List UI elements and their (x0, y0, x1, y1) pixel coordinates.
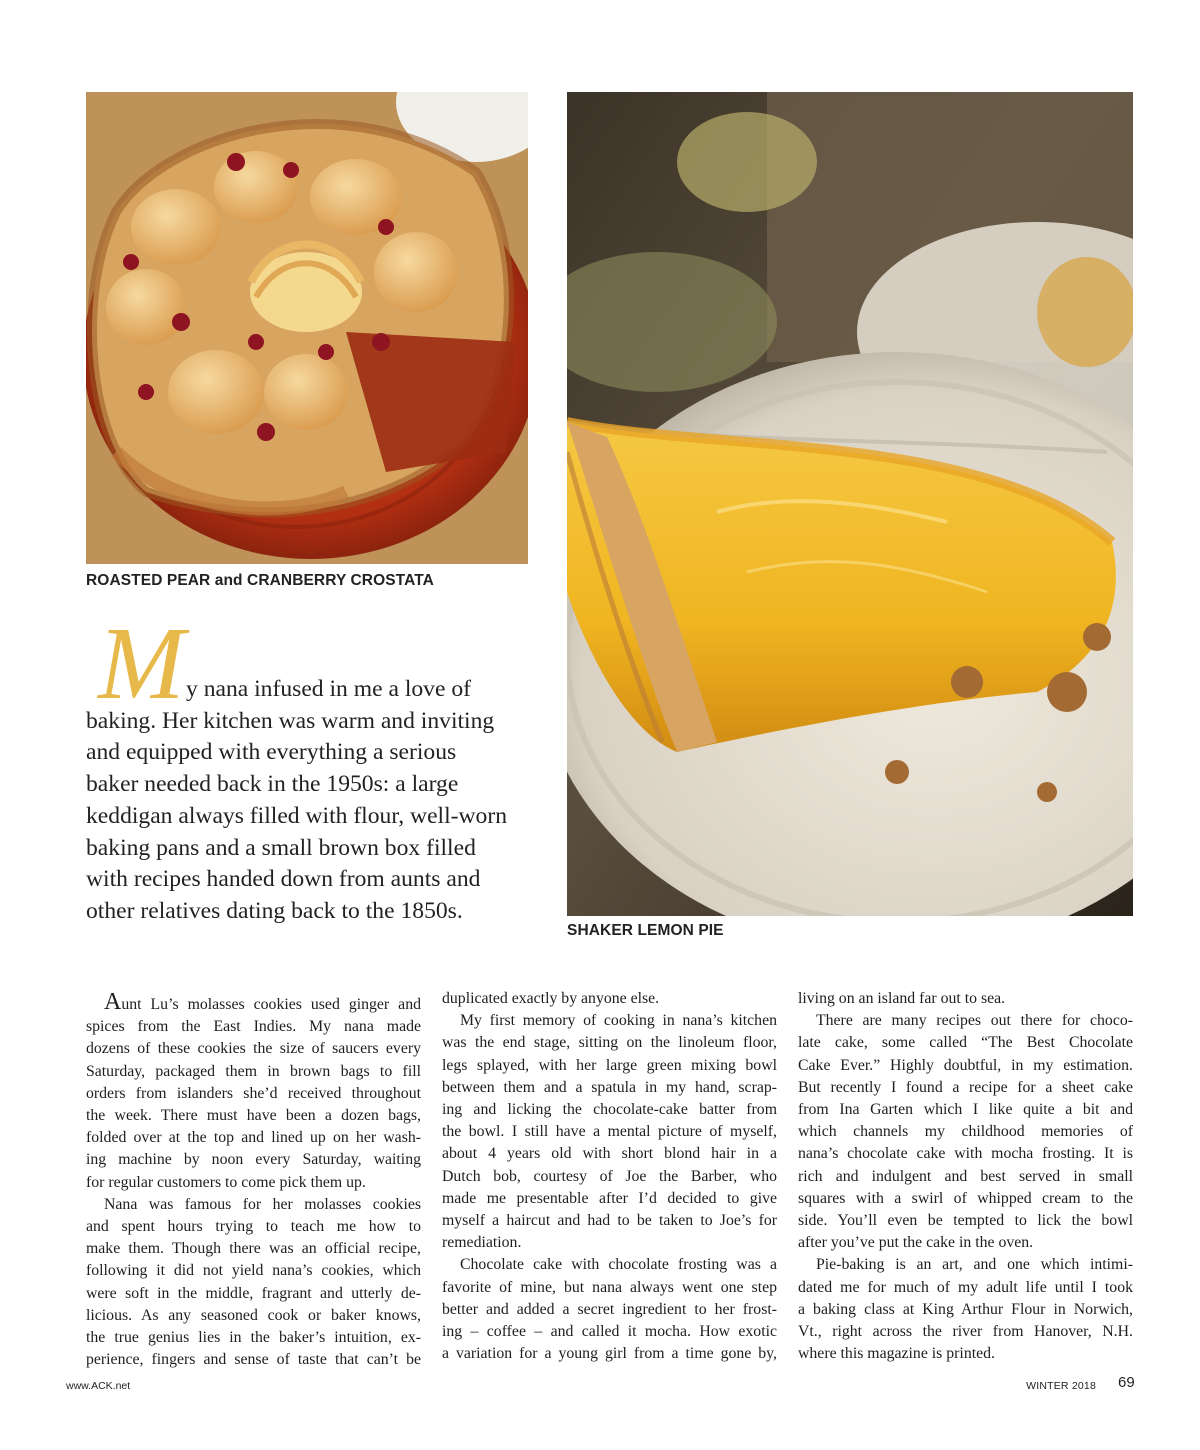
body-line: myself a haircut and had to be taken to Joe’s for (442, 1212, 777, 1230)
body-line: the true genius lies in the baker’s intuition, ex- (86, 1329, 421, 1347)
intro-line: other relatives dating back to the 1850s. (86, 897, 463, 924)
body-line: spices from the East Indies. My nana made (86, 1018, 421, 1036)
body-line: living on an island far out to sea. (798, 990, 1006, 1007)
body-line: nana’s chocolate cake with mocha frosting. It is (798, 1145, 1133, 1163)
intro-line: keddigan always filled with flour, well-worn (86, 802, 508, 829)
body-line: dozens of these cookies the size of saucers every (86, 1040, 421, 1058)
body-line: folded over at the top and lined up on her wash- (86, 1129, 421, 1147)
body-line: the bowl. I still have a mental picture of myself, (442, 1123, 777, 1141)
lemon-pie-caption: SHAKER LEMON PIE (567, 922, 724, 939)
body-line: My first memory of cooking in nana’s kitchen (460, 1012, 777, 1030)
lemon-pie-illustration (567, 92, 1133, 916)
body-line: Cake Ever.” Highly doubtful, in my estimation. (798, 1056, 1133, 1074)
lemon-pie-photo (567, 92, 1133, 916)
body-line: legs splayed, with her large green mixing bowl (442, 1056, 777, 1074)
body-line (86, 990, 421, 1016)
body-line: after you’ve put the cake in the oven. (798, 1234, 1034, 1252)
body-line: favorite of mine, but nana always went one step (442, 1278, 777, 1296)
body-column-3 (798, 988, 1133, 1365)
body-column-1 (86, 990, 421, 1371)
crostata-photo (86, 92, 528, 564)
body-line: make them. Though there was an official recipe, (86, 1240, 421, 1258)
footer-website: www.ACK.net (66, 1380, 131, 1392)
body-line: late cake, some called “The Best Chocolate (798, 1034, 1133, 1052)
crostata-illustration (86, 92, 528, 564)
intro-line: with recipes handed down from aunts and (86, 866, 481, 893)
intro-line: baker needed back in the 1950s: a large (86, 771, 459, 798)
body-line: ing and licking the chocolate-cake batter from (442, 1101, 777, 1119)
body-line: But recently I found a recipe for a sheet cake (798, 1078, 1133, 1096)
body-line: dated me for much of my adult life until I took (798, 1278, 1133, 1296)
intro-paragraph (86, 674, 531, 928)
body-line: for regular customers to come pick them up. (86, 1173, 366, 1191)
crostata-caption: ROASTED PEAR and CRANBERRY CROSTATA (86, 572, 434, 589)
body-line: better and added a secret ingredient to her frost- (442, 1300, 777, 1318)
body-line: from Ina Garten which I like quite a bit and (798, 1101, 1133, 1119)
body-line: Saturday, packaged them in brown bags to fill (86, 1062, 421, 1080)
body-line: ing machine by noon every Saturday, waiting (86, 1151, 421, 1169)
body-line: remediation. (442, 1234, 522, 1252)
body-line-text: unt Lu’s molasses cookies used ginger and (121, 996, 421, 1013)
body-line: Pie-baking is an art, and one which intimi- (816, 1256, 1133, 1274)
body-initial-letter: A (104, 989, 122, 1015)
body-line: where this magazine is printed. (798, 1345, 995, 1363)
body-line: side. You’ll even be tempted to lick the bowl (798, 1212, 1133, 1230)
body-line: a baking class at King Arthur Flour in Norwich, (798, 1300, 1133, 1318)
intro-line: baking. Her kitchen was warm and inviting (86, 707, 495, 734)
intro-drop-cap: M (98, 606, 185, 721)
body-line: the week. There must have been a dozen bags, (86, 1107, 421, 1125)
intro-line: and equipped with everything a serious (86, 739, 457, 766)
body-line: about 4 years old with short blond hair in a (442, 1145, 777, 1163)
intro-line: y nana infused in me a love of (186, 676, 472, 702)
body-line: Dutch bob, courtesy of Joe the Barber, who (442, 1167, 777, 1185)
body-line: following it did not yield nana’s cookies, which (86, 1262, 421, 1280)
body-line: There are many recipes out there for choco- (816, 1012, 1133, 1030)
body-line: a variation for a young girl from a time gone by, (442, 1345, 777, 1363)
body-line: rich and indulgent and best served in small (798, 1167, 1133, 1185)
body-line: licious. As any seasoned cook or baker knows, (86, 1306, 421, 1324)
body-line: were soft in the middle, fragrant and utterly de- (86, 1284, 421, 1302)
body-line: ing – coffee – and called it mocha. How exotic (442, 1323, 777, 1341)
footer-issue: WINTER 2018 (1026, 1380, 1096, 1392)
body-line: made me presentable after I’d decided to give (442, 1189, 777, 1207)
body-column-2 (442, 988, 777, 1365)
body-line: squares with a swirl of whipped cream to the (798, 1189, 1133, 1207)
body-line: Nana was famous for her molasses cookies (104, 1195, 421, 1213)
body-line: which channels my childhood memories of (798, 1123, 1133, 1141)
body-line: orders from islanders she’d received throughout (86, 1084, 421, 1102)
body-line: and spent hours trying to teach me how to (86, 1218, 421, 1236)
intro-line: baking pans and a small brown box filled (86, 834, 476, 861)
body-line: between them and a spatula in my hand, scrap- (442, 1078, 777, 1096)
body-line: Chocolate cake with chocolate frosting was a (460, 1256, 777, 1274)
body-line: duplicated exactly by anyone else. (442, 990, 660, 1007)
body-line: was the end stage, sitting on the linoleum floor, (442, 1034, 777, 1052)
body-line: Vt., right across the river from Hanover, N.H. (798, 1323, 1133, 1341)
body-line: perience, fingers and sense of taste that can’t be (86, 1351, 421, 1369)
page-number: 69 (1118, 1374, 1135, 1391)
